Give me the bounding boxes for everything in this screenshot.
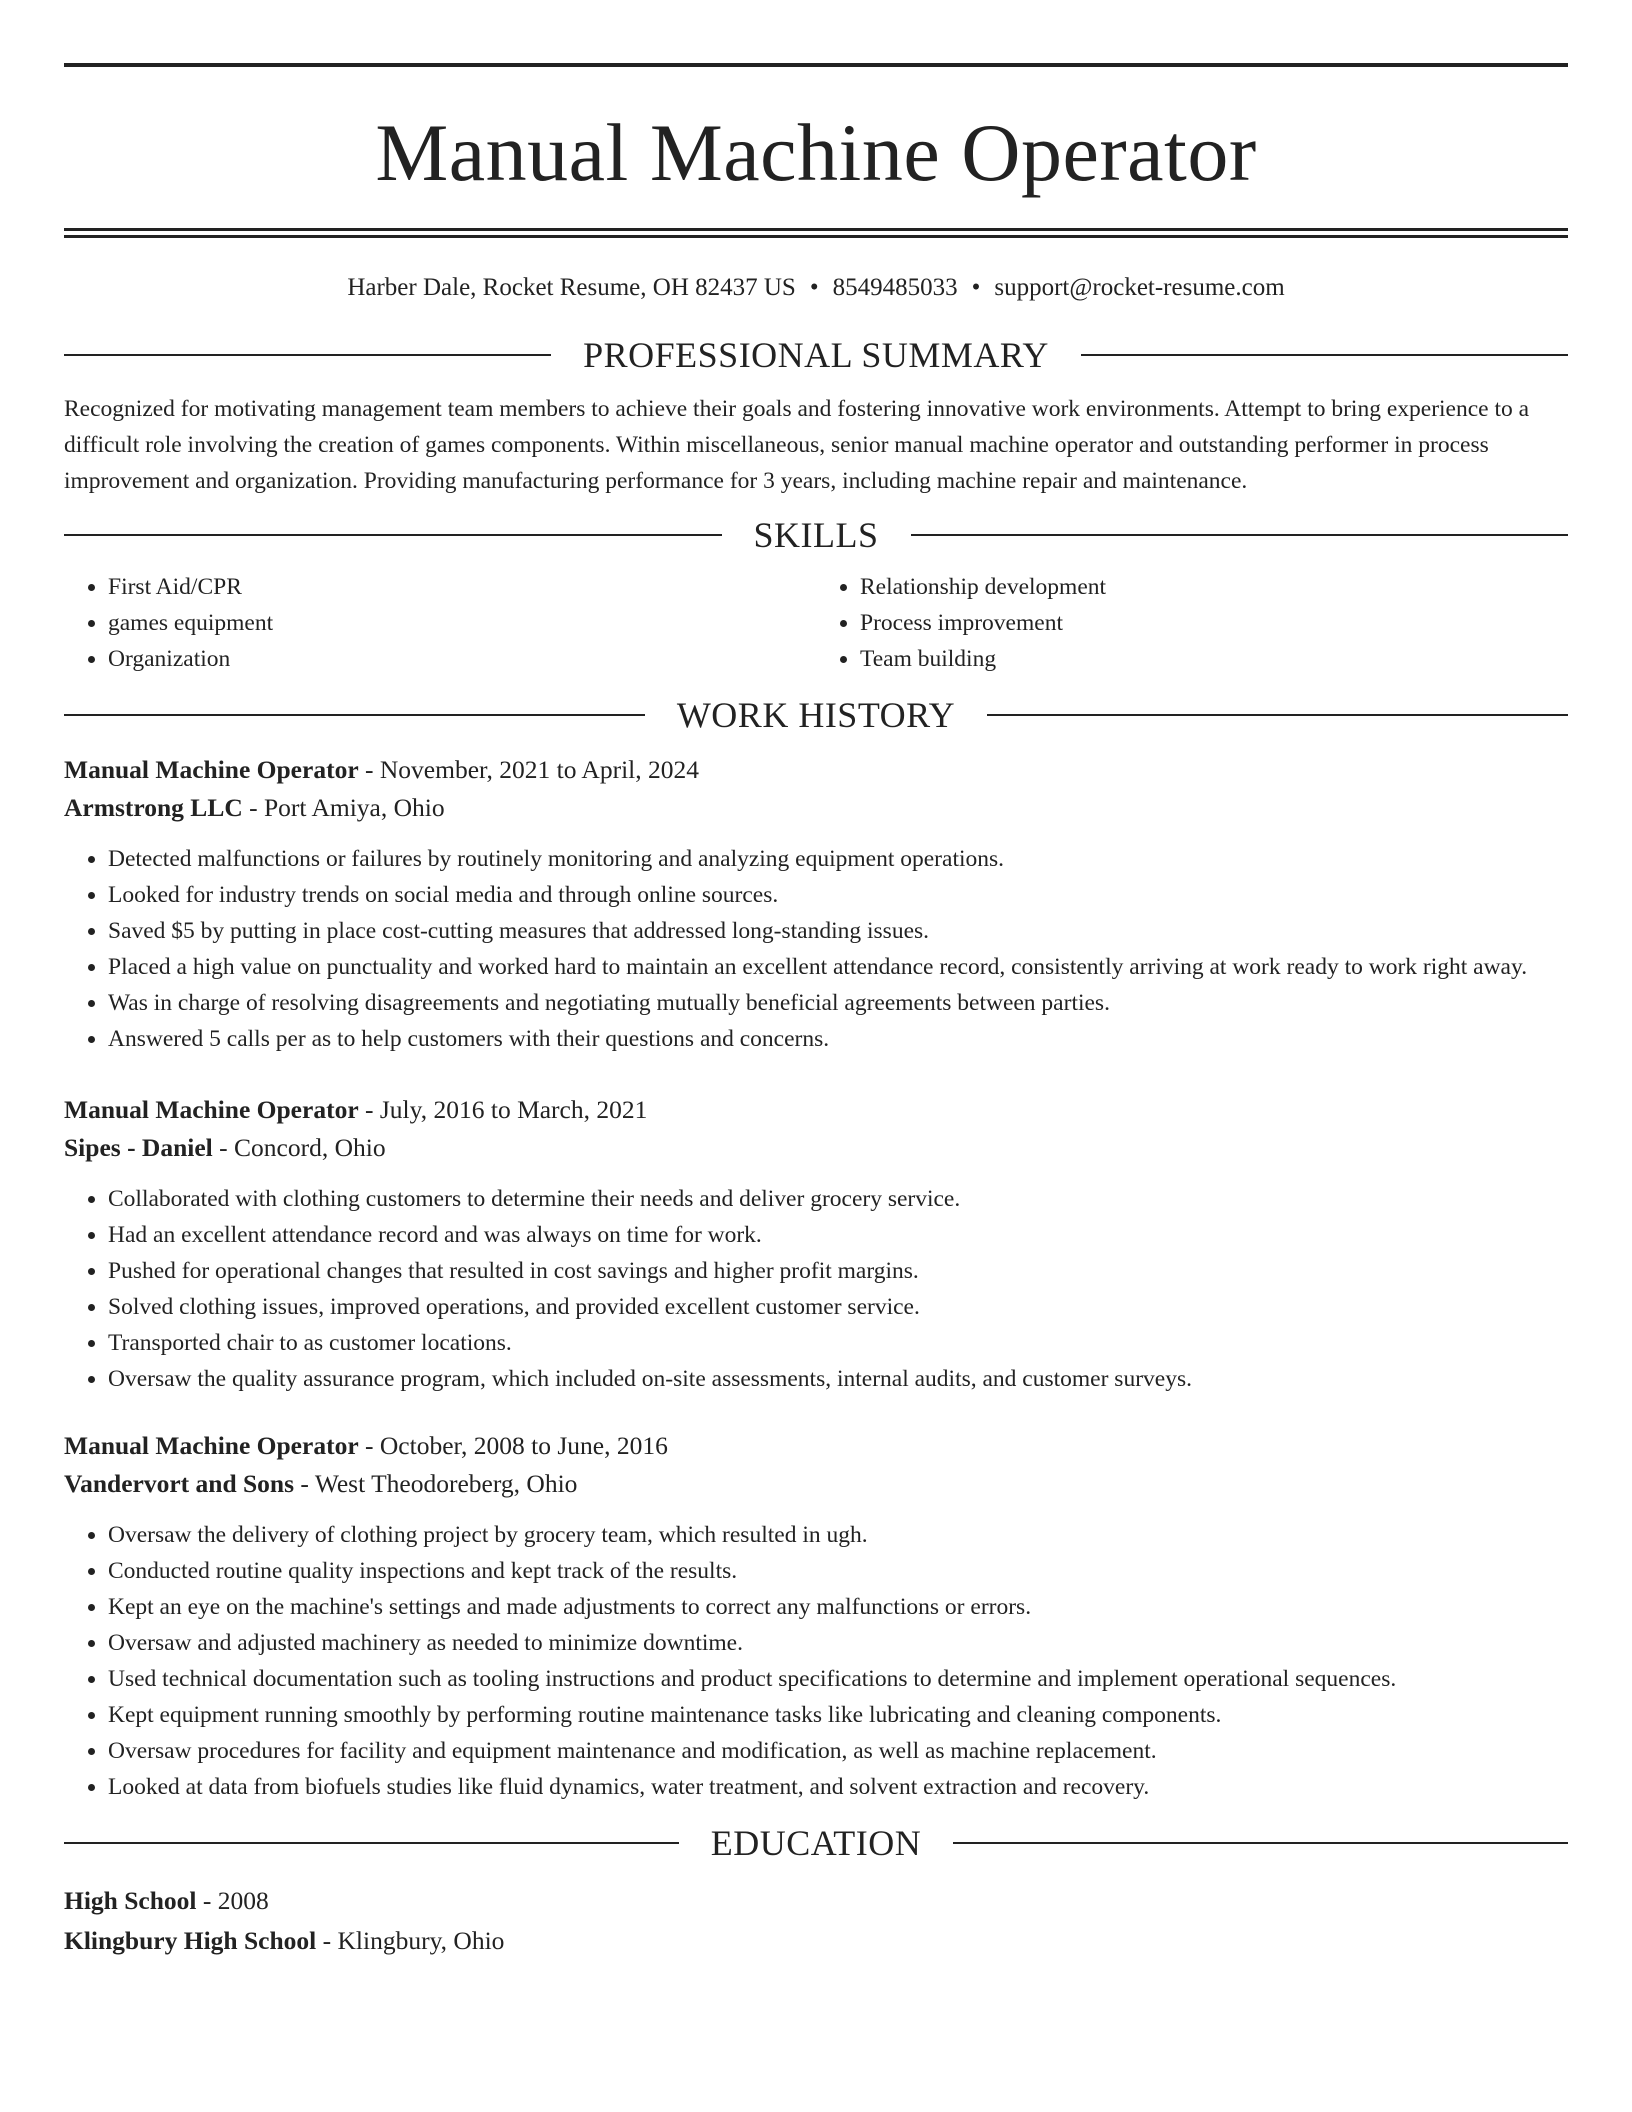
job-title-line [64,1091,1568,1129]
contact-line [64,273,1568,303]
job-location: - Port Amiya, Ohio [242,793,445,822]
job-title: Manual Machine Operator [64,755,359,784]
job-bullet: • Oversaw the quality assurance program, which included on-site assessments, internal audits, and customer surveys. [108,1361,1568,1397]
job-bullet: • Looked for industry trends on social media and through online sources. [108,877,1568,913]
job-bullet: • Used technical documentation such as tooling instructions and product specifications to determine and implement operational sequences. [108,1661,1568,1697]
job-bullet: • Placed a high value on punctuality and worked hard to maintain an excellent attendance record, consistently arriving at work ready to work right away. [108,949,1568,985]
skills-column-left [64,569,816,677]
contact-separator: • [971,274,981,301]
skill-item: • Team building [860,641,1568,677]
job-company: Armstrong LLC [64,793,243,822]
work-history-heading [64,693,1568,737]
contact-separator: • [809,274,819,301]
job-location: - West Theodoreberg, Ohio [294,1469,578,1498]
job-company: Vandervort and Sons [64,1469,295,1498]
job-bullet: • Kept equipment running smoothly by performing routine maintenance tasks like lubricating and cleaning components. [108,1697,1568,1733]
job-bullet: • Saved $5 by putting in place cost-cutting measures that addressed long-standing issues. [108,913,1568,949]
title-double-rule [64,228,1568,238]
job-title: Manual Machine Operator [64,1095,359,1124]
job-company: Sipes - Daniel [64,1133,213,1162]
education-entry [64,1881,1568,1961]
job-title: Manual Machine Operator [64,1431,359,1460]
job-bullet: • Kept an eye on the machine's settings and made adjustments to correct any malfunctions or errors. [108,1589,1568,1625]
education-degree: High School [64,1886,197,1915]
resume-title: Manual Machine Operator [375,107,1257,198]
education-location: - Klingbury, Ohio [316,1926,505,1955]
job-entry [64,1091,1568,1397]
heading-rule [64,534,722,536]
job-bullet: • Solved clothing issues, improved operations, and provided excellent customer service. [108,1289,1568,1325]
skills-column-right [816,569,1568,677]
job-bullet: • Detected malfunctions or failures by routinely monitoring and analyzing equipment operations. [108,841,1568,877]
job-dates: - July, 2016 to March, 2021 [358,1095,648,1124]
job-company-line [64,789,1568,827]
job-bullets [64,841,1568,1057]
contact-email: support@rocket-resume.com [994,274,1285,301]
work-history-heading-title: WORK HISTORY [676,695,956,735]
job-company-line [64,1129,1568,1167]
job-company-line [64,1465,1568,1503]
skill-item: • First Aid/CPR [108,569,816,605]
job-dates: - October, 2008 to June, 2016 [358,1431,668,1460]
education-year: - 2008 [196,1886,269,1915]
job-bullet: • Oversaw and adjusted machinery as needed to minimize downtime. [108,1625,1568,1661]
heading-rule [64,354,551,356]
job-bullet: • Answered 5 calls per as to help customers with their questions and concerns. [108,1021,1568,1057]
education-school: Klingbury High School [64,1926,317,1955]
skill-item: • Process improvement [860,605,1568,641]
education-heading [64,1821,1568,1865]
job-bullet: • Was in charge of resolving disagreements and negotiating mutually beneficial agreements between parties. [108,985,1568,1021]
job-location: - Concord, Ohio [212,1133,386,1162]
job-entry [64,751,1568,1057]
skills-heading-title: SKILLS [753,515,879,555]
education-degree-line [64,1881,1568,1921]
job-bullets [64,1517,1568,1805]
heading-rule [1081,354,1568,356]
top-rule [64,63,1568,67]
heading-rule [64,714,645,716]
skill-item: • Relationship development [860,569,1568,605]
heading-rule [911,534,1569,536]
summary-heading [64,333,1568,377]
summary-text: Recognized for motivating management team members to achieve their goals and fostering innovative work environments. Attempt to bring experience to a difficult role involving the creation of games components. Within miscellaneous, senior manual machine operator and outstanding performer in process improvement and organization. Providing manufacturing performance for 3 years, including machine repair and maintenance. [64,396,1530,494]
skills-list [64,569,1568,677]
heading-rule [987,714,1568,716]
job-bullet: • Transported chair to as customer locations. [108,1325,1568,1361]
skill-item: • games equipment [108,605,816,641]
skill-item: • Organization [108,641,816,677]
summary-heading-title: PROFESSIONAL SUMMARY [583,335,1049,375]
job-bullet: • Had an excellent attendance record and was always on time for work. [108,1217,1568,1253]
job-bullets [64,1181,1568,1397]
skills-heading [64,513,1568,557]
heading-rule [953,1842,1568,1844]
contact-address: Harber Dale, Rocket Resume, OH 82437 US [347,274,796,301]
job-bullet: • Collaborated with clothing customers to determine their needs and deliver grocery service. [108,1181,1568,1217]
job-bullet: • Oversaw procedures for facility and equipment maintenance and modification, as well as machine replacement. [108,1733,1568,1769]
job-dates: - November, 2021 to April, 2024 [358,755,699,784]
job-bullet: • Pushed for operational changes that resulted in cost savings and higher profit margins. [108,1253,1568,1289]
job-bullet: • Conducted routine quality inspections and kept track of the results. [108,1553,1568,1589]
job-bullet: • Looked at data from biofuels studies like fluid dynamics, water treatment, and solvent extraction and recovery. [108,1769,1568,1805]
job-title-line [64,751,1568,789]
job-entry [64,1427,1568,1805]
contact-phone: 8549485033 [832,274,958,301]
job-title-line [64,1427,1568,1465]
education-heading-title: EDUCATION [710,1823,922,1863]
education-school-line [64,1921,1568,1961]
job-bullet: • Oversaw the delivery of clothing project by grocery team, which resulted in ugh. [108,1517,1568,1553]
heading-rule [64,1842,679,1844]
